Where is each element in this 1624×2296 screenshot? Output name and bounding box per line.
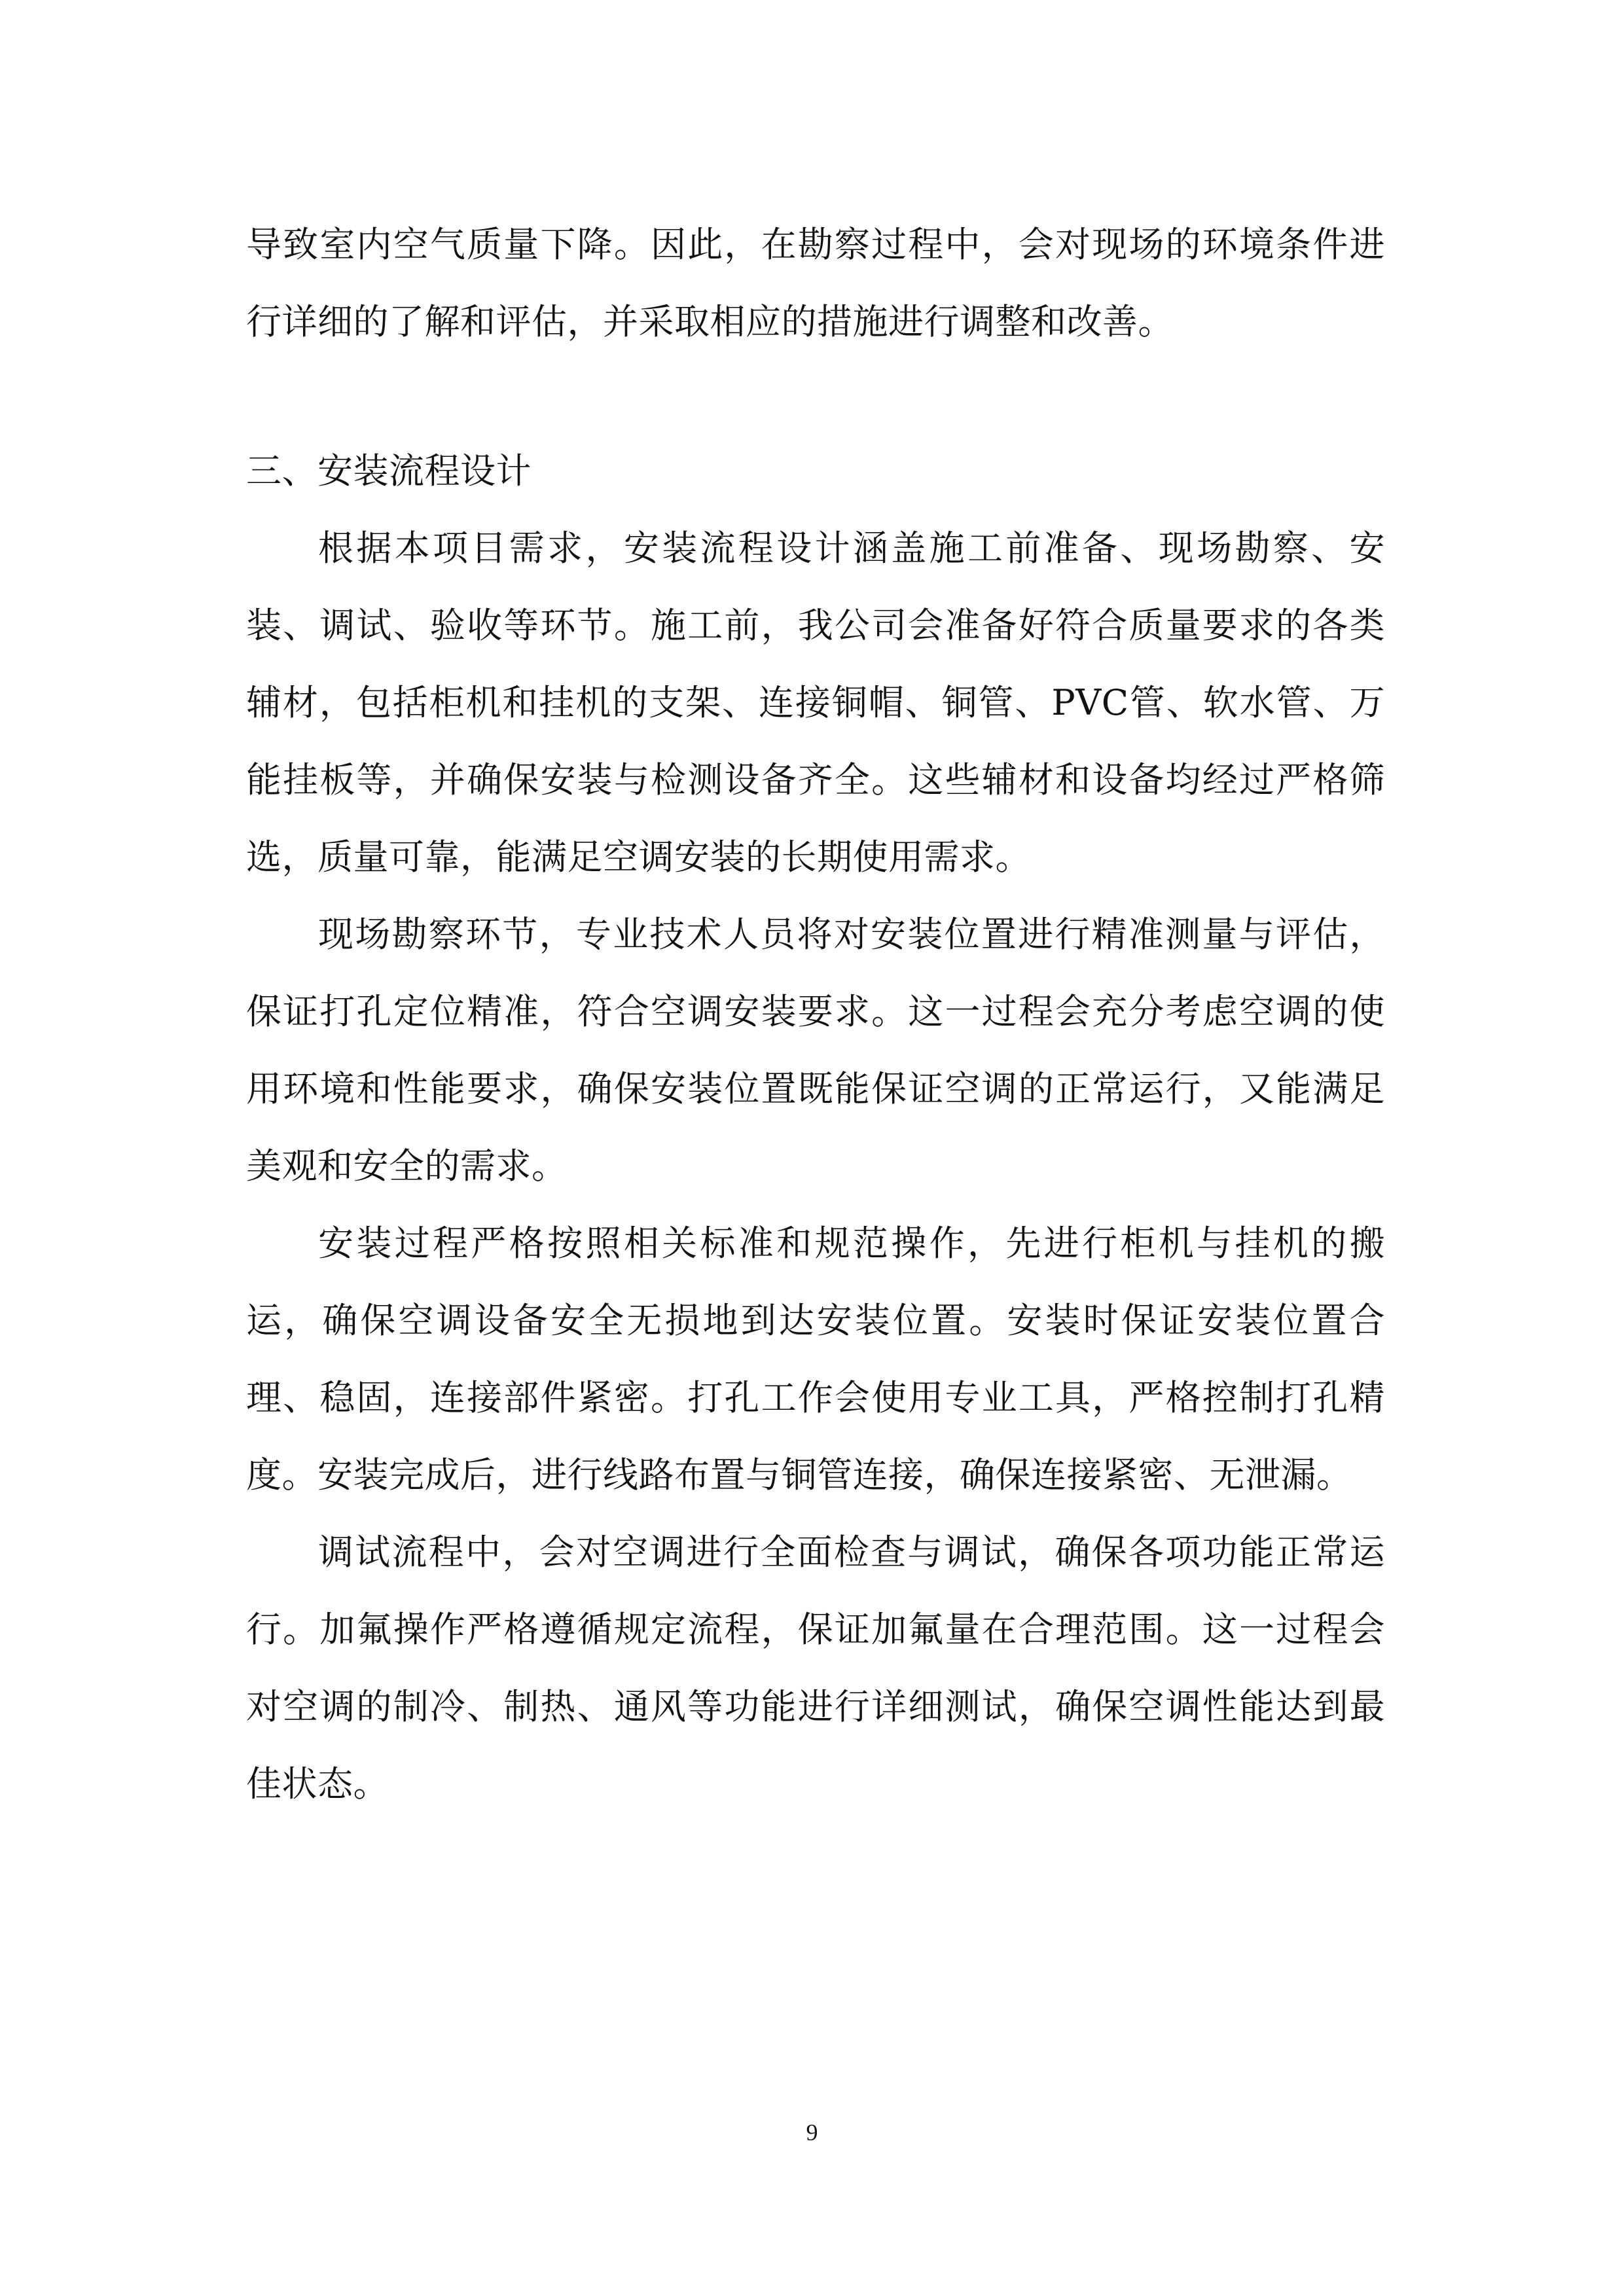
paragraph-site-survey: 现场勘察环节，专业技术人员将对安装位置进行精准测量与评估，保证打孔定位精准，符合空调安装要求。这一过程会充分考虑空调的使用环境和性能要求，确保安装位置既能保证空调的正常运行，又能满足美观和安全的需求。 [246, 914, 1385, 1187]
section-gap [246, 361, 1385, 433]
paragraph-installation-overview: 根据本项目需求，安装流程设计涵盖施工前准备、现场勘察、安装、调试、验收等环节。施工前，我公司会准备好符合质量要求的各类辅材，包括柜机和挂机的支架、连接铜帽、铜管、PVC管、软水管、万能挂板等，并确保安装与检测设备齐全。这些辅材和设备均经过严格筛选，质量可靠，能满足空调安装的长期使用需求。 [246, 528, 1385, 878]
paragraph-installation-process: 安装过程严格按照相关标准和规范操作，先进行柜机与挂机的搬运，确保空调设备安全无损地到达安装位置。安装时保证安装位置合理、稳固，连接部件紧密。打孔工作会使用专业工具，严格控制打孔精度。安装完成后，进行线路布置与铜管连接，确保连接紧密、无泄漏。 [246, 1223, 1385, 1496]
paragraph-commissioning: 调试流程中，会对空调进行全面检查与调试，确保各项功能正常运行。加氟操作严格遵循规定流程，保证加氟量在合理范围。这一过程会对空调的制冷、制热、通风等功能进行详细测试，确保空调性能达到最佳状态。 [246, 1532, 1385, 1804]
intro-paragraph: 导致室内空气质量下降。因此，在勘察过程中，会对现场的环境条件进行详细的了解和评估，并采取相应的措施进行调整和改善。 [246, 224, 1385, 342]
page-content [246, 206, 1385, 1823]
page-number: 9 [806, 2119, 818, 2145]
section-heading: 三、安装流程设计 [246, 450, 532, 492]
